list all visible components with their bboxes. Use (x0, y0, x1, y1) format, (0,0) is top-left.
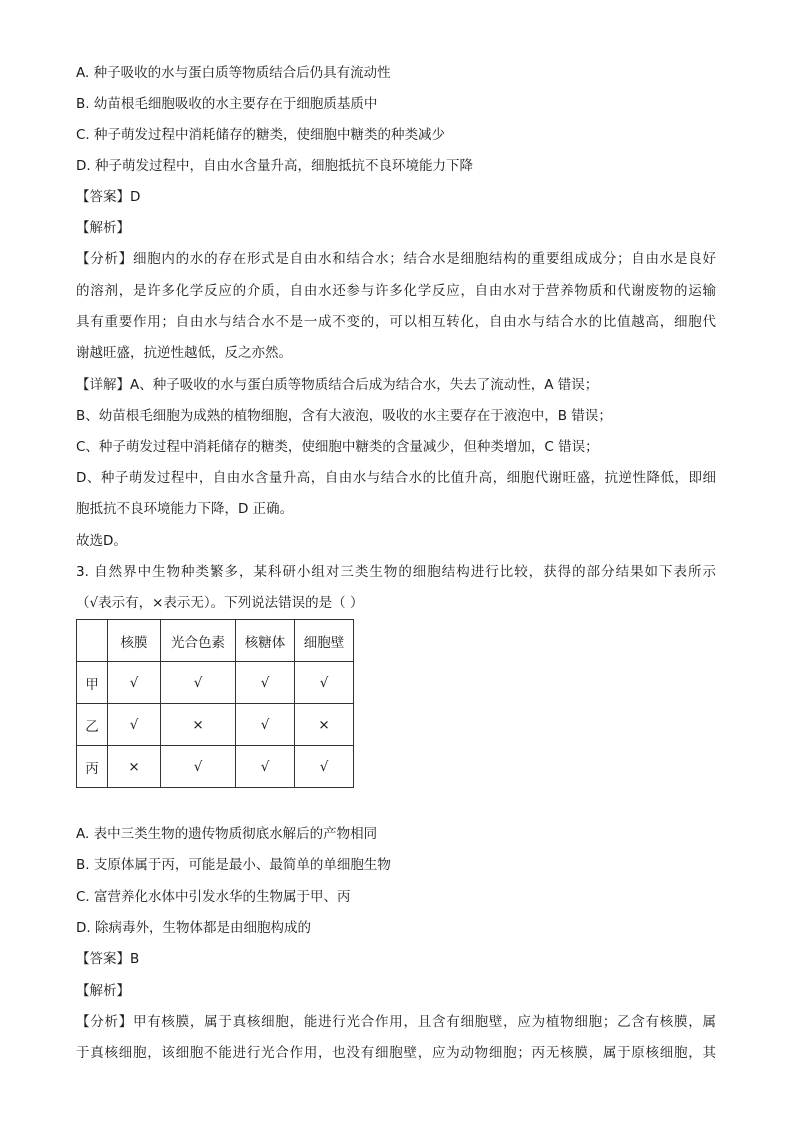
table-cell: √ (108, 704, 161, 746)
q2-option-b: B. 幼苗根毛细胞吸收的水主要存在于细胞质基质中 (76, 96, 378, 112)
q2-analysis-line: 谢越旺盛，抗逆性越低，反之亦然。 (76, 345, 292, 361)
table-header-cell: 光合色素 (161, 620, 236, 662)
table-cell: √ (236, 704, 295, 746)
q3-analysis-line: 【分析】甲有核膜，属于真核细胞，能进行光合作用，且含有细胞壁，应为植物细胞；乙含有核膜，属 (76, 1014, 716, 1030)
q2-answer: 【答案】D (76, 189, 141, 205)
q3-option-a: A. 表中三类生物的遗传物质彻底水解后的产物相同 (76, 826, 378, 842)
table-header-cell: 核膜 (108, 620, 161, 662)
table-cell: √ (161, 746, 236, 788)
q2-analysis-line: 具有重要作用；自由水与结合水不是一成不变的，可以相互转化，自由水与结合水的比值越高，细胞代 (76, 314, 716, 330)
q2-analysis-line: 【分析】细胞内的水的存在形式是自由水和结合水；结合水是细胞结构的重要组成成分；自由水是良好 (76, 251, 716, 267)
q2-conclusion: 故选D。 (76, 533, 127, 549)
table-cell: 甲 (77, 662, 108, 704)
q2-detail-line: D、种子萌发过程中，自由水含量升高，自由水与结合水的比值升高，细胞代谢旺盛，抗逆性降低，即细 (76, 470, 716, 486)
q3-answer: 【答案】B (76, 951, 140, 967)
q3-analysis-heading: 【解析】 (76, 983, 130, 999)
q2-detail-line: 胞抵抗不良环境能力下降，D 正确。 (76, 501, 294, 517)
q2-analysis-line: 的溶剂，是许多化学反应的介质，自由水还参与许多化学反应，自由水对于营养物质和代谢废物的运输 (76, 283, 716, 299)
q3-option-c: C. 富营养化水体中引发水华的生物属于甲、丙 (76, 889, 351, 905)
q3-option-d: D. 除病毒外，生物体都是由细胞构成的 (76, 920, 311, 936)
table-cell: √ (236, 662, 295, 704)
table-cell: √ (295, 746, 354, 788)
cell-structure-table (76, 619, 354, 788)
table-header-cell: 细胞壁 (295, 620, 354, 662)
table-header-cell (77, 620, 108, 662)
table-cell: × (295, 704, 354, 746)
table-row (77, 704, 354, 746)
table-row (77, 662, 354, 704)
table-cell: √ (295, 662, 354, 704)
table-cell: × (108, 746, 161, 788)
q2-option-a: A. 种子吸收的水与蛋白质等物质结合后仍具有流动性 (76, 65, 391, 81)
q3-stem-line: 3. 自然界中生物种类繁多，某科研小组对三类生物的细胞结构进行比较，获得的部分结果如下表所示 (76, 564, 716, 580)
q2-detail-line: C、种子萌发过程中消耗储存的糖类，使细胞中糖类的含量减少，但种类增加，C 错误； (76, 439, 599, 455)
q2-option-c: C. 种子萌发过程中消耗储存的糖类，使细胞中糖类的种类减少 (76, 127, 446, 143)
q2-detail-line: 【详解】A、种子吸收的水与蛋白质等物质结合后成为结合水，失去了流动性，A 错误； (76, 377, 599, 393)
q2-analysis-heading: 【解析】 (76, 220, 130, 236)
q2-detail-line: B、幼苗根毛细胞为成熟的植物细胞，含有大液泡，吸收的水主要存在于液泡中，B 错误； (76, 408, 612, 424)
table-cell: √ (161, 662, 236, 704)
table-row (77, 746, 354, 788)
q3-option-b: B. 支原体属于丙，可能是最小、最简单的单细胞生物 (76, 857, 391, 873)
q2-option-d: D. 种子萌发过程中，自由水含量升高，细胞抵抗不良环境能力下降 (76, 158, 473, 174)
table-header-row (77, 620, 354, 662)
table-cell: 丙 (77, 746, 108, 788)
q3-analysis-line: 于真核细胞，该细胞不能进行光合作用，也没有细胞壁，应为动物细胞；丙无核膜，属于原核细胞，其 (76, 1045, 716, 1061)
table-cell: × (161, 704, 236, 746)
table-cell: 乙 (77, 704, 108, 746)
table-cell: √ (108, 662, 161, 704)
q3-stem-line: （√表示有，×表示无）。下列说法错误的是（ ） (76, 595, 364, 611)
table-cell: √ (236, 746, 295, 788)
table-header-cell: 核糖体 (236, 620, 295, 662)
